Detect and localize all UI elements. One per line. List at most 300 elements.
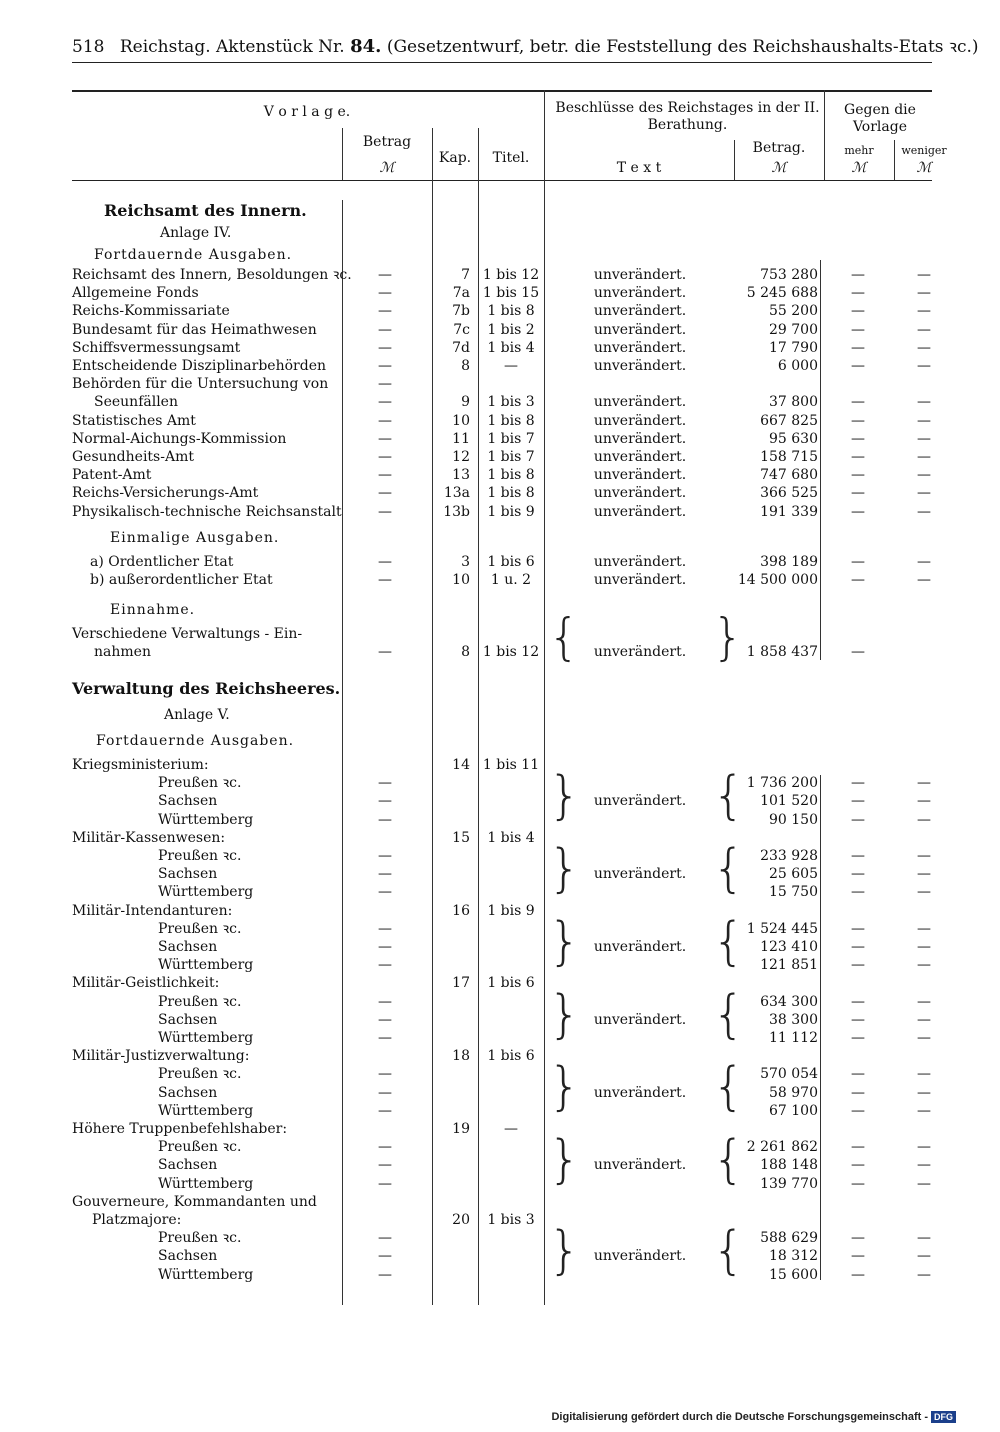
col-betrag2: Betrag. [752,140,806,156]
block-item-label: Sachsen [158,866,218,883]
block-item-mehr: — [851,1175,865,1192]
header-subject: (Gesetzentwurf, betr. die Feststellung des Reichshaushalts-Etats ꝛc.) [386,37,979,57]
block-item-label: Sachsen [158,939,218,955]
row-titel: 1 bis 15 [482,285,540,302]
row-kap: 3 [461,553,470,570]
block-text: unverändert. [593,1084,687,1101]
col-beschluesse: Beschlüsse des Reichstages in der II. Berathung. [555,100,820,133]
block-kap: 15 [452,829,470,846]
col-mehr-unit: ℳ [851,160,867,176]
block-titel: 1 bis 4 [487,829,535,846]
brace-left: { [548,608,580,666]
row-weniger: — [917,303,931,320]
row-amount: 753 280 [760,267,818,283]
block-item-weniger: — [917,1030,931,1046]
row-titel: 1 bis 7 [487,449,535,465]
row-mehr: — [851,303,865,320]
brace-right: { [712,1057,746,1118]
row-amount: 1 858 437 [746,644,818,661]
block-kap: 18 [452,1048,470,1065]
block-item-betrag: — [378,1248,392,1265]
row-amount: 747 680 [760,467,818,484]
col-betrag-unit: ℳ [379,160,395,176]
block-item-label: Sachsen [158,1084,218,1101]
block-item-amount: 2 261 862 [746,1139,818,1156]
brace-left: } [548,839,582,899]
row-betrag: — [378,339,392,356]
block-item-label: Preußen ꝛc. [158,920,242,937]
block-item-mehr: — [851,1084,865,1101]
block-item-weniger: — [917,793,931,810]
row-betrag: — [378,376,392,393]
row-amount: 6 000 [777,358,818,374]
row-mehr: — [851,503,865,520]
block-kap: 14 [452,757,470,773]
row-amount: 398 189 [760,553,818,570]
brace-left: } [548,984,582,1045]
block-item-betrag: — [378,1084,392,1101]
block-item-amount: 67 100 [769,1102,818,1119]
brace-right: { [712,911,746,972]
divider-betrag [342,200,343,1305]
row-weniger: — [917,503,931,520]
block-item-label: Preußen ꝛc. [158,848,242,864]
row-kap: 9 [461,394,470,411]
block-item-betrag: — [378,775,392,792]
block-item-weniger: — [917,811,931,828]
block-item-betrag: — [378,1066,392,1083]
row-amount: 5 245 688 [746,285,818,302]
row-label: Physikalisch-technische Reichsanstalt [72,503,342,520]
row-label: Reichs-Kommissariate [72,303,230,320]
row-betrag: — [378,267,392,283]
block-item-mehr: — [851,1030,865,1046]
block-item-mehr: — [851,811,865,828]
block-label-2: Platzmajore: [92,1212,182,1228]
section-title: Reichsamt des Innern. [104,201,307,220]
row-mehr: — [851,412,865,429]
row-label: Schiffsvermessungsamt [72,339,241,356]
block-item-mehr: — [851,848,865,864]
row-text: unverändert. [593,572,687,588]
row-amount: 667 825 [760,412,818,429]
block-item-mehr: — [851,775,865,792]
block-item-amount: 123 410 [760,939,818,955]
row-kap: 7c [453,321,470,338]
block-item-label: Preußen ꝛc. [158,1230,242,1247]
block-item-betrag: — [378,920,392,937]
row-kap: 8 [461,644,470,661]
row-text: unverändert. [593,553,687,570]
row-label: Statistisches Amt [72,412,196,429]
brace-right: { [712,1130,746,1191]
row-betrag: — [378,467,392,484]
row-text: unverändert. [593,285,687,302]
row-text: unverändert. [593,394,687,411]
block-item-mehr: — [851,957,865,974]
block-item-amount: 139 770 [760,1175,818,1192]
row-label: Gesundheits-Amt [72,449,194,465]
block-item-amount: 1 524 445 [746,920,818,937]
row-kap: 7 [461,267,470,283]
page-number: 518 [72,37,105,57]
block-kap: 20 [452,1212,470,1228]
row-betrag: — [378,485,392,502]
row-text: unverändert. [593,449,687,465]
row-titel: 1 bis 2 [487,321,535,338]
col-mehr: mehr [844,144,874,157]
block-titel: 1 bis 6 [487,1048,535,1065]
block-item-amount: 11 112 [769,1030,818,1046]
row-amount: 158 715 [760,449,818,465]
block-text: unverändert. [593,1248,687,1265]
block-item-mehr: — [851,1157,865,1174]
block-item-label: Preußen ꝛc. [158,775,242,792]
section-anlage: Anlage IV. [160,225,232,241]
block-titel: — [504,1121,518,1137]
row-betrag: — [378,303,392,320]
row-titel: 1 bis 3 [487,394,535,411]
row-text: unverändert. [593,321,687,338]
row-label: Bundesamt für das Heimathwesen [72,321,317,338]
row-kap: 10 [452,572,470,588]
row-mehr: — [851,644,865,661]
col-gegen: Gegen die Vorlage [844,102,916,135]
row-text: unverändert. [593,358,687,374]
row-kap: 10 [452,412,470,429]
row-label: nahmen [94,644,151,661]
block-item-weniger: — [917,1139,931,1156]
row-kap: 8 [461,358,470,374]
block-item-amount: 233 928 [760,848,818,864]
row-kap: 13b [443,503,470,520]
block-item-amount: 634 300 [760,993,818,1010]
row-titel: 1 u. 2 [490,572,532,588]
block-item-weniger: — [917,848,931,864]
block-item-label: Württemberg [158,957,254,974]
row-titel: 1 bis 8 [487,412,535,429]
block-item-weniger: — [917,939,931,955]
col-betrag: Betrag [362,134,412,150]
block-titel: 1 bis 11 [482,757,540,773]
row-amount: 191 339 [760,503,818,520]
block-item-label: Württemberg [158,1175,254,1192]
block-item-betrag: — [378,957,392,974]
block-kap: 17 [452,975,470,992]
block-item-label: Preußen ꝛc. [158,1066,242,1083]
row-weniger: — [917,412,931,429]
block-item-amount: 15 750 [769,884,818,901]
row-weniger: — [917,339,931,356]
row-mehr: — [851,430,865,447]
divider-mehr-head [894,140,895,180]
row-label: Patent-Amt [72,467,152,484]
row-titel: 1 bis 8 [487,467,535,484]
block-item-weniger: — [917,1102,931,1119]
block-label: Militär-Intendanturen: [72,902,233,919]
row-mehr: — [851,358,865,374]
divider-beschluesse [544,90,545,1305]
block-text: unverändert. [593,866,687,883]
block-item-betrag: — [378,1102,392,1119]
row-titel: 1 bis 9 [487,503,535,520]
row-betrag: — [378,321,392,338]
row-weniger: — [917,394,931,411]
block-item-weniger: — [917,1175,931,1192]
row-kap: 12 [452,449,470,465]
block-text: unverändert. [593,939,687,955]
row-weniger: — [917,449,931,465]
block-item-weniger: — [917,1084,931,1101]
row-weniger: — [917,430,931,447]
block-item-weniger: — [917,1266,931,1283]
col-kap: Kap. [438,150,472,166]
brace-left: } [548,1057,582,1118]
row-titel: 1 bis 12 [482,644,540,661]
block-item-mehr: — [851,939,865,955]
row-amount: 14 500 000 [737,572,818,588]
row-betrag: — [378,285,392,302]
row-kap: 11 [452,430,470,447]
block-item-mehr: — [851,1248,865,1265]
row-mehr: — [851,285,865,302]
row-amount: 95 630 [769,430,818,447]
dfg-logo: DFG [931,1411,956,1423]
block-item-betrag: — [378,866,392,883]
row-weniger: — [917,467,931,484]
block-item-label: Württemberg [158,1266,254,1283]
block-item-amount: 38 300 [769,1011,818,1028]
row-betrag: — [378,358,392,374]
divider-amount-2 [820,775,821,1280]
block-item-amount: 18 312 [769,1248,818,1265]
row-mehr: — [851,467,865,484]
row-weniger: — [917,267,931,283]
row-label: Allgemeine Fonds [72,285,199,302]
row-text: unverändert. [593,644,687,661]
group-heading: Fortdauernde Ausgaben. [94,247,293,263]
block-item-mehr: — [851,1102,865,1119]
block-item-weniger: — [917,957,931,974]
divider-gegen [824,90,825,180]
block-item-label: Preußen ꝛc. [158,993,242,1010]
block-label: Militär-Kassenwesen: [72,829,226,846]
row-amount: 366 525 [760,485,818,502]
block-item-betrag: — [378,939,392,955]
block-item-label: Sachsen [158,1011,218,1028]
block-item-weniger: — [917,920,931,937]
row-label: Verschiedene Verwaltungs - Ein- [72,626,303,643]
header-text: Reichstag. Aktenstück Nr. [119,37,345,57]
row-label: Behörden für die Untersuchung von [72,376,329,393]
brace-right: } [712,608,744,666]
row-mehr: — [851,267,865,283]
row-mehr: — [851,485,865,502]
footer-text: Digitalisierung gefördert durch die Deutsche Forschungsgemeinschaft - [551,1411,928,1423]
group-heading: Einnahme. [110,602,196,619]
group-heading: Einmalige Ausgaben. [110,529,280,546]
row-mehr: — [851,339,865,356]
block-text: unverändert. [593,1157,687,1174]
block-label: Militär-Justizverwaltung: [72,1048,250,1065]
row-text: unverändert. [593,467,687,484]
row-text: unverändert. [593,412,687,429]
row-betrag: — [378,644,392,661]
divider-betrag2-head [734,140,735,180]
block-kap: 19 [452,1121,470,1137]
block-item-label: Sachsen [158,1248,218,1265]
block-titel: 1 bis 9 [487,902,535,919]
row-weniger: — [917,485,931,502]
row-titel: 1 bis 7 [487,430,535,447]
block-item-betrag: — [378,1266,392,1283]
block-item-betrag: — [378,811,392,828]
block-item-amount: 1 736 200 [746,775,818,792]
col-text: T e x t [616,160,662,176]
row-kap: 13 [452,467,470,484]
block-item-weniger: — [917,1157,931,1174]
block-item-amount: 25 605 [769,866,818,883]
block-item-weniger: — [917,993,931,1010]
brace-right: { [712,839,746,899]
row-titel: 1 bis 8 [487,485,535,502]
block-label: Höhere Truppenbefehlshaber: [72,1121,288,1137]
row-text: unverändert. [593,267,687,283]
block-titel: 1 bis 3 [487,1212,535,1228]
block-item-label: Württemberg [158,884,254,901]
block-item-weniger: — [917,884,931,901]
block-item-betrag: — [378,1157,392,1174]
row-betrag: — [378,394,392,411]
row-text: unverändert. [593,485,687,502]
document-number: 84. [350,36,382,57]
row-betrag: — [378,412,392,429]
block-item-mehr: — [851,993,865,1010]
row-weniger: — [917,358,931,374]
divider-amount-1 [820,260,821,660]
block-text: unverändert. [593,1011,687,1028]
col-weniger-unit: ℳ [916,160,932,176]
block-item-weniger: — [917,866,931,883]
brace-right: { [712,1221,746,1282]
row-titel: 1 bis 4 [487,339,535,356]
row-amount: 37 800 [769,394,818,411]
section-title: Verwaltung des Reichsheeres. [72,679,341,698]
block-item-weniger: — [917,1011,931,1028]
block-item-weniger: — [917,775,931,792]
block-label: Gouverneure, Kommandanten und [72,1193,317,1210]
block-item-betrag: — [378,1011,392,1028]
brace-left: } [548,1130,582,1191]
row-amount: 17 790 [769,339,818,356]
block-item-betrag: — [378,1175,392,1192]
brace-left: } [548,1221,582,1282]
row-label: Entscheidende Disziplinarbehörden [72,358,326,374]
row-titel: 1 bis 8 [487,303,535,320]
block-item-betrag: — [378,1030,392,1046]
brace-left: } [548,766,582,827]
row-mehr: — [851,394,865,411]
row-titel: 1 bis 6 [487,553,535,570]
row-betrag: — [378,449,392,465]
block-item-label: Sachsen [158,793,218,810]
block-item-amount: 588 629 [760,1230,818,1247]
block-item-mehr: — [851,1230,865,1247]
row-betrag: — [378,553,392,570]
block-item-mehr: — [851,1066,865,1083]
row-text: unverändert. [593,303,687,320]
block-item-betrag: — [378,993,392,1010]
block-item-betrag: — [378,848,392,864]
block-item-betrag: — [378,1230,392,1247]
block-item-weniger: — [917,1230,931,1247]
row-weniger: — [917,285,931,302]
row-betrag: — [378,430,392,447]
row-label: b) außerordentlicher Etat [90,572,273,588]
brace-left: } [548,911,582,972]
block-item-label: Preußen ꝛc. [158,1139,242,1156]
header-rule [72,62,932,63]
row-kap: 13a [443,485,470,502]
group-heading: Fortdauernde Ausgaben. [96,733,295,749]
row-titel: — [504,358,518,374]
block-item-betrag: — [378,1139,392,1156]
header-bottom-rule [72,180,932,181]
row-betrag: — [378,572,392,588]
block-item-mehr: — [851,884,865,901]
block-item-amount: 570 054 [760,1066,818,1083]
row-label: Reichsamt des Innern, Besoldungen ꝛc. [72,267,352,283]
block-item-label: Württemberg [158,1102,254,1119]
row-weniger: — [917,321,931,338]
row-weniger: — [917,572,931,588]
block-item-label: Württemberg [158,811,254,828]
row-label: Seeunfällen [94,394,178,411]
row-kap: 7a [452,285,470,302]
block-item-betrag: — [378,884,392,901]
col-weniger: weniger [901,144,947,157]
row-titel: 1 bis 12 [482,267,540,283]
table-top-rule [72,90,932,92]
block-item-mehr: — [851,1139,865,1156]
block-item-amount: 58 970 [769,1084,818,1101]
row-text: unverändert. [593,503,687,520]
footer-credit [551,1411,956,1423]
row-mehr: — [851,572,865,588]
block-label: Militär-Geistlichkeit: [72,975,220,992]
row-label: a) Ordentlicher Etat [90,553,234,570]
block-label: Kriegsministerium: [72,757,209,773]
block-item-mehr: — [851,866,865,883]
row-mehr: — [851,449,865,465]
block-item-mehr: — [851,793,865,810]
block-item-amount: 101 520 [760,793,818,810]
row-kap: 7b [452,303,470,320]
col-titel: Titel. [492,150,530,166]
section-anlage: Anlage V. [164,707,230,723]
block-item-label: Sachsen [158,1157,218,1174]
block-item-mehr: — [851,1266,865,1283]
block-item-amount: 121 851 [760,957,818,974]
block-item-betrag: — [378,793,392,810]
row-amount: 29 700 [769,321,818,338]
block-item-amount: 15 600 [769,1266,818,1283]
block-titel: 1 bis 6 [487,975,535,992]
row-weniger: — [917,553,931,570]
col-betrag2-unit: ℳ [771,160,787,176]
row-kap: 7d [452,339,470,356]
block-item-amount: 90 150 [769,811,818,828]
